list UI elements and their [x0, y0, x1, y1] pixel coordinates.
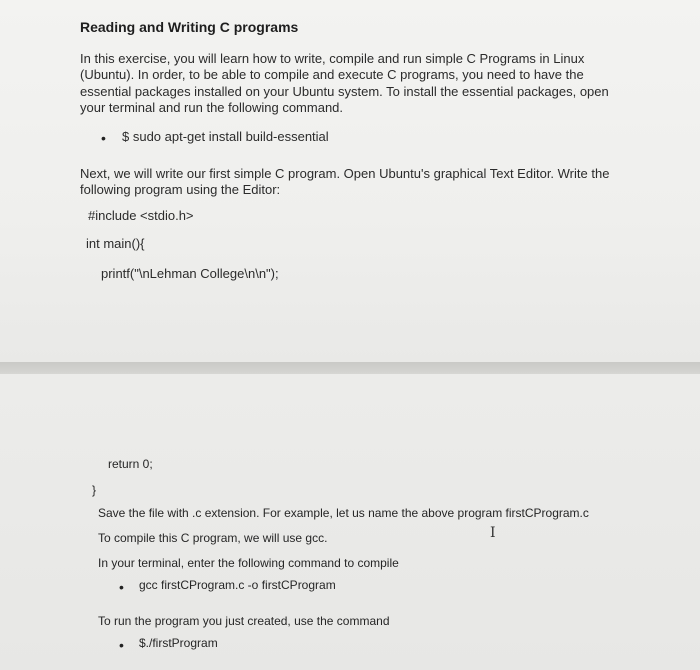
run-command: $./firstProgram — [139, 636, 218, 650]
run-instruction: To run the program you just created, use the command — [98, 614, 390, 628]
code-close-brace: } — [92, 483, 97, 497]
terminal-instruction: In your terminal, enter the following command to compile — [98, 556, 399, 570]
document-title: Reading and Writing C programs — [80, 19, 299, 35]
install-command: $ sudo apt-get install build-essential — [122, 129, 329, 144]
save-instruction: Save the file with .c extension. For example, let us name the above program firstCProgram.c — [98, 506, 589, 520]
code-printf: printf("\nLehman College\n\n"); — [101, 266, 279, 281]
code-return: return 0; — [108, 457, 153, 471]
gcc-command: gcc firstCProgram.c -o firstCProgram — [139, 578, 336, 592]
bullet-point: • — [119, 637, 124, 653]
code-main: int main(){ — [86, 236, 145, 251]
intro-line-3: essential packages installed on your Ubuntu system. To install the essential packages, open — [80, 84, 609, 99]
next-line-1: Next, we will write our first simple C program. Open Ubuntu's graphical Text Editor. Write the — [80, 166, 610, 181]
intro-line-4: your terminal and run the following command. — [80, 100, 344, 115]
bullet-point: • — [101, 130, 106, 146]
code-include: #include <stdio.h> — [88, 208, 194, 223]
next-line-2: following program using the Editor: — [80, 182, 281, 197]
page-divider — [0, 362, 700, 374]
intro-line-2: (Ubuntu). In order, to be able to compile and execute C programs, you need to have the — [80, 67, 584, 82]
text-cursor-icon: I — [490, 525, 496, 541]
intro-line-1: In this exercise, you will learn how to write, compile and run simple C Programs in Linux — [80, 51, 585, 66]
compile-instruction: To compile this C program, we will use gcc. — [98, 531, 328, 545]
bullet-point: • — [119, 579, 124, 595]
